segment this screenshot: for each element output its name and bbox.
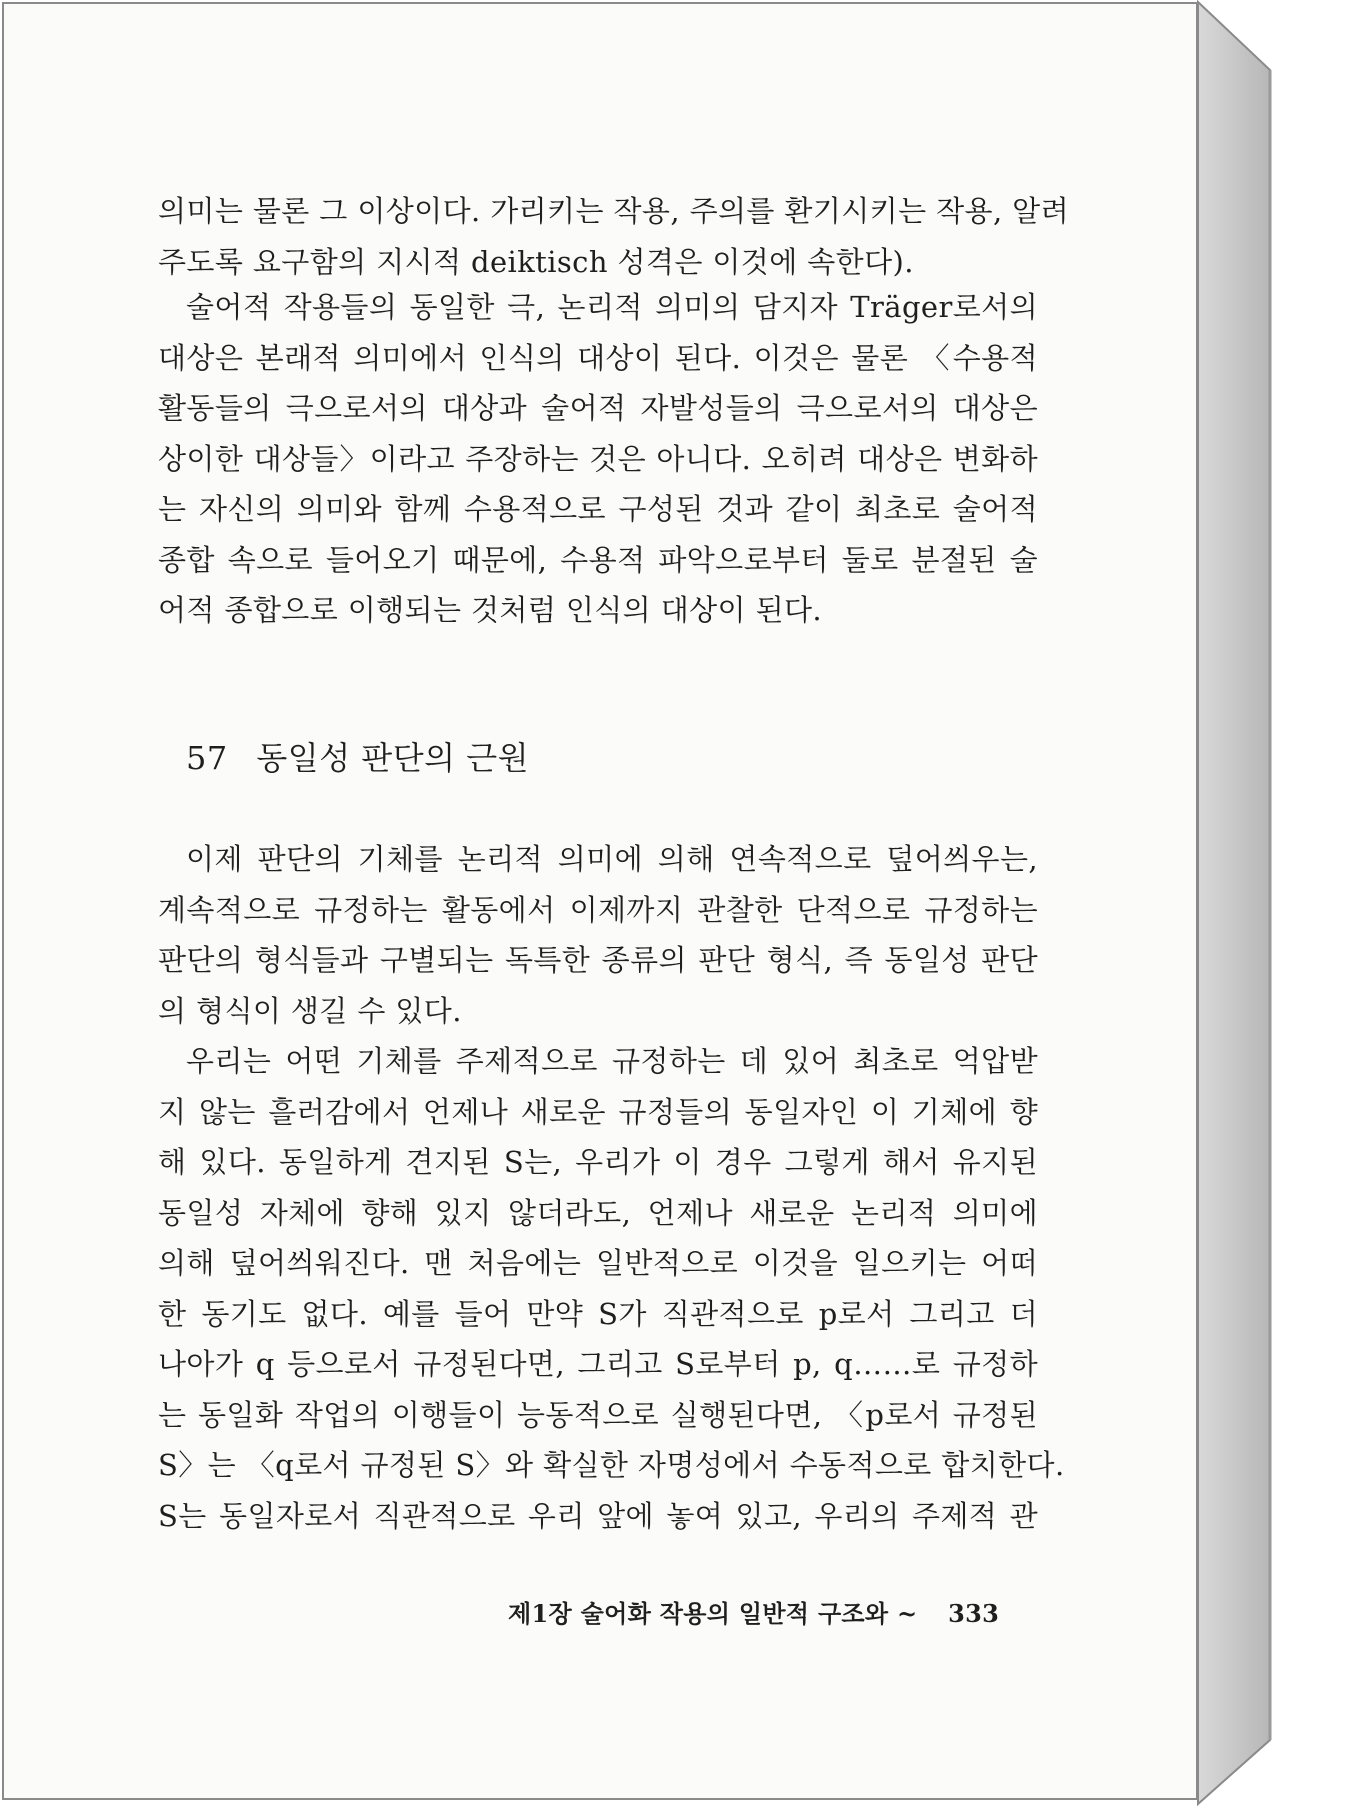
paragraph-object-of-cognition (158, 282, 1038, 636)
text-line: 는 자신의 의미와 함께 수용적으로 구성된 것과 같이 최초로 술어적 (158, 492, 1038, 526)
text-line: 우리는 어떤 기체를 주제적으로 규정하는 데 있어 최초로 억압받 (186, 1044, 1038, 1078)
text-line: 해 있다. 동일하게 견지된 S는, 우리가 이 경우 그렇게 해서 유지된 (158, 1145, 1038, 1179)
section-number: 57 (186, 739, 228, 777)
text-line: 는 동일화 작업의 이행들이 능동적으로 실행된다면, 〈p로서 규정된 (158, 1397, 1038, 1432)
page-number: 333 (948, 1599, 1000, 1628)
text-line: S는 동일자로서 직관적으로 우리 앞에 놓여 있고, 우리의 주제적 관 (158, 1498, 1038, 1533)
text-line: 종합 속으로 들어오기 때문에, 수용적 파악으로부터 둘로 분절된 술 (158, 542, 1038, 577)
text-line: 계속적으로 규정하는 활동에서 이제까지 관찰한 단적으로 규정하는 (158, 892, 1038, 927)
text-line: 어적 종합으로 이행되는 것처럼 인식의 대상이 된다. (158, 593, 823, 627)
text-line: 상이한 대상들〉이라고 주장하는 것은 아니다. 오히려 대상은 변화하 (158, 441, 1038, 476)
text-line: 지 않는 흘러감에서 언제나 새로운 규정들의 동일자인 이 기체에 향 (158, 1094, 1038, 1129)
section-heading (186, 733, 529, 779)
paragraph-continued (158, 186, 1070, 287)
text-line: 의해 덮어씌워진다. 맨 처음에는 일반적으로 이것을 일으키는 어떠 (158, 1246, 1038, 1280)
text-line: 나아가 q 등으로서 규정된다면, 그리고 S로부터 p, q……로 규정하 (158, 1347, 1038, 1381)
text-line: 의미는 물론 그 이상이다. 가리키는 작용, 주의를 환기시키는 작용, 알려 (158, 194, 1070, 228)
text-line: 동일성 자체에 향해 있지 않더라도, 언제나 새로운 논리적 의미에 (158, 1195, 1038, 1230)
text-line: 한 동기도 없다. 예를 들어 만약 S가 직관적으로 p로서 그리고 더 (158, 1296, 1038, 1331)
text-line: 이제 판단의 기체를 논리적 의미에 의해 연속적으로 덮어씌우는, (186, 842, 1038, 876)
text-line: 의 형식이 생길 수 있다. (158, 993, 462, 1028)
text-line: 주도록 요구함의 지시적 deiktisch 성격은 이것에 속한다). (158, 244, 914, 279)
paragraph-thematic-determination (158, 1036, 1065, 1541)
running-title: 제1장 술어화 작용의 일반적 구조와 ~ (508, 1599, 918, 1628)
text-line: 대상은 본래적 의미에서 인식의 대상이 된다. 이것은 물론 〈수용적 (158, 340, 1038, 375)
book-side-face (1198, 2, 1270, 1804)
section-title: 동일성 판단의 근원 (256, 739, 530, 777)
text-line: S〉는 〈q로서 규정된 S〉와 확실한 자명성에서 수동적으로 합치한다. (158, 1448, 1065, 1482)
running-footer (508, 1594, 999, 1629)
paragraph-identity-judgment (158, 834, 1038, 1036)
text-line: 활동들의 극으로서의 대상과 술어적 자발성들의 극으로서의 대상은 (158, 391, 1038, 425)
text-line: 술어적 작용들의 동일한 극, 논리적 의미의 담지자 Träger로서의 (186, 290, 1038, 324)
text-line: 판단의 형식들과 구별되는 독특한 종류의 판단 형식, 즉 동일성 판단 (158, 943, 1038, 977)
